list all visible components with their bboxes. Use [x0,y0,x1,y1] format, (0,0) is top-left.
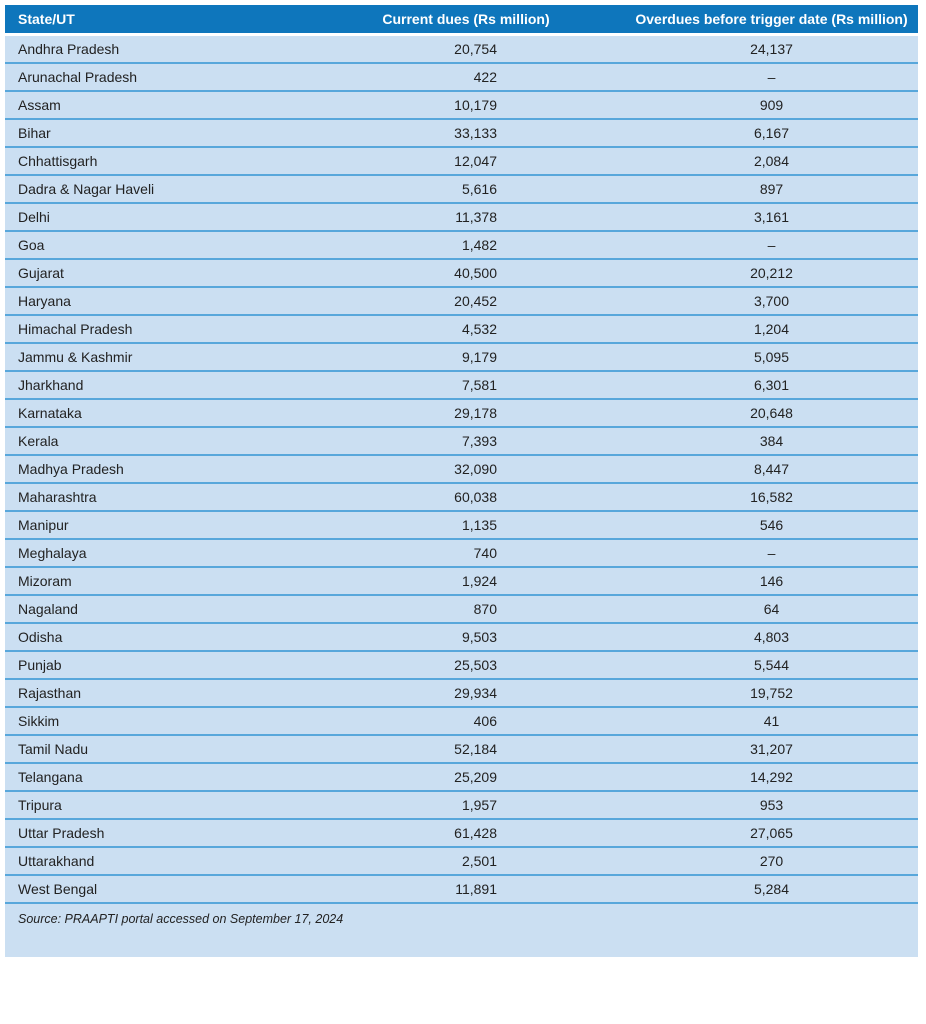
table-row [5,120,918,148]
current-dues-cell: 740 [473,545,497,561]
state-cell: Uttar Pradesh [18,825,105,841]
overdues-cell: 19,752 [750,685,793,701]
current-dues-cell: 9,503 [461,629,497,645]
overdues-cell: 2,084 [753,153,790,169]
overdues-cell: 6,301 [753,377,790,393]
table-row [5,344,918,372]
state-cell: Telangana [18,769,83,785]
table-row [5,624,918,652]
table-row [5,792,918,820]
state-cell: Manipur [18,517,69,533]
current-dues-cell: 1,957 [461,797,497,813]
state-cell: Tripura [18,797,62,813]
overdues-cell: 20,212 [750,265,793,281]
state-cell: Odisha [18,629,63,645]
table-row [5,764,918,792]
current-dues-cell: 20,452 [454,293,497,309]
state-cell: Assam [18,97,61,113]
overdues-cell: 64 [763,601,780,617]
overdues-cell: 6,167 [753,125,790,141]
overdues-cell: – [767,237,776,253]
table-row [5,428,918,456]
table-row [5,708,918,736]
table-row [5,64,918,92]
state-cell: Himachal Pradesh [18,321,133,337]
table-row [5,876,918,904]
state-cell: Tamil Nadu [18,741,89,757]
table-row [5,456,918,484]
table-row [5,92,918,120]
overdues-cell: 953 [759,797,784,813]
state-cell: Punjab [18,657,62,673]
state-cell: Meghalaya [18,545,87,561]
current-dues-cell: 25,503 [454,657,497,673]
current-dues-cell: 52,184 [454,741,497,757]
table-row [5,260,918,288]
current-dues-cell: 7,393 [461,433,497,449]
table-footer [5,904,918,957]
current-dues-cell: 2,501 [461,853,497,869]
current-dues-cell: 10,179 [454,97,497,113]
table-row [5,176,918,204]
overdues-cell: 3,161 [753,209,790,225]
current-dues-cell: 1,135 [461,517,497,533]
overdues-cell: 27,065 [750,825,793,841]
table-row [5,232,918,260]
table-header-row [5,5,918,33]
current-dues-cell: 9,179 [461,349,497,365]
overdues-cell: – [767,545,776,561]
current-dues-cell: 11,378 [455,209,497,225]
current-dues-cell: 7,581 [461,377,497,393]
state-cell: West Bengal [18,881,98,897]
column-header-overdues: Overdues before trigger date (Rs million) [635,11,908,27]
state-cell: Jharkhand [18,377,84,393]
state-dues-table [5,5,918,957]
current-dues-cell: 61,428 [454,825,497,841]
current-dues-cell: 32,090 [454,461,497,477]
state-cell: Maharashtra [18,489,97,505]
table-row [5,820,918,848]
current-dues-cell: 12,047 [454,153,497,169]
state-cell: Karnataka [18,405,82,421]
current-dues-cell: 33,133 [454,125,497,141]
table-row [5,540,918,568]
table-row [5,36,918,64]
state-cell: Jammu & Kashmir [18,349,133,365]
current-dues-cell: 25,209 [454,769,497,785]
table-row [5,400,918,428]
table-row [5,848,918,876]
table-row [5,680,918,708]
state-cell: Gujarat [18,265,64,281]
current-dues-cell: 4,532 [461,321,497,337]
state-cell: Kerala [18,433,59,449]
state-cell: Mizoram [18,573,72,589]
current-dues-cell: 29,934 [454,685,497,701]
current-dues-cell: 20,754 [454,41,497,57]
state-cell: Madhya Pradesh [18,461,124,477]
column-header-current-dues: Current dues (Rs million) [382,11,550,27]
current-dues-cell: 1,482 [461,237,497,253]
table-row [5,736,918,764]
overdues-cell: 4,803 [753,629,790,645]
overdues-cell: 14,292 [750,769,793,785]
overdues-cell: 3,700 [753,293,790,309]
overdues-cell: 897 [759,181,784,197]
state-cell: Arunachal Pradesh [18,69,138,85]
current-dues-cell: 5,616 [461,181,497,197]
overdues-cell: 8,447 [753,461,790,477]
overdues-cell: 5,095 [753,349,790,365]
overdues-cell: 5,544 [753,657,790,673]
overdues-cell: 1,204 [753,321,790,337]
state-cell: Bihar [18,125,51,141]
table-row [5,596,918,624]
state-cell: Goa [18,237,45,253]
source-note: Source: PRAAPTI portal accessed on September 17, 2024 [18,912,344,926]
current-dues-cell: 422 [473,69,497,85]
state-cell: Delhi [18,209,50,225]
current-dues-cell: 40,500 [454,265,497,281]
table-row [5,484,918,512]
overdues-cell: 546 [759,517,784,533]
overdues-cell: 5,284 [753,881,790,897]
table-row [5,372,918,400]
state-cell: Chhattisgarh [18,153,98,169]
state-cell: Sikkim [18,713,60,729]
table-row [5,288,918,316]
state-cell: Haryana [18,293,71,309]
overdues-cell: 16,582 [750,489,793,505]
overdues-cell: 384 [759,433,784,449]
current-dues-cell: 11,891 [455,881,497,897]
current-dues-cell: 29,178 [454,405,497,421]
column-header-state: State/UT [18,11,75,27]
state-cell: Rajasthan [18,685,82,701]
overdues-cell: 20,648 [750,405,793,421]
current-dues-cell: 870 [473,601,497,617]
table-row [5,568,918,596]
overdues-cell: – [767,69,776,85]
overdues-cell: 41 [763,713,780,729]
overdues-cell: 909 [759,97,784,113]
state-cell: Uttarakhand [18,853,95,869]
table-row [5,204,918,232]
overdues-cell: 270 [759,853,784,869]
current-dues-cell: 60,038 [454,489,497,505]
current-dues-cell: 406 [473,713,497,729]
table-row [5,148,918,176]
current-dues-cell: 1,924 [461,573,497,589]
table-row [5,512,918,540]
state-cell: Nagaland [18,601,78,617]
state-cell: Andhra Pradesh [18,41,120,57]
state-cell: Dadra & Nagar Haveli [18,181,155,197]
table-body [5,36,918,904]
overdues-cell: 146 [759,573,784,589]
table-row [5,652,918,680]
overdues-cell: 24,137 [750,41,793,57]
overdues-cell: 31,207 [750,741,793,757]
table-row [5,316,918,344]
